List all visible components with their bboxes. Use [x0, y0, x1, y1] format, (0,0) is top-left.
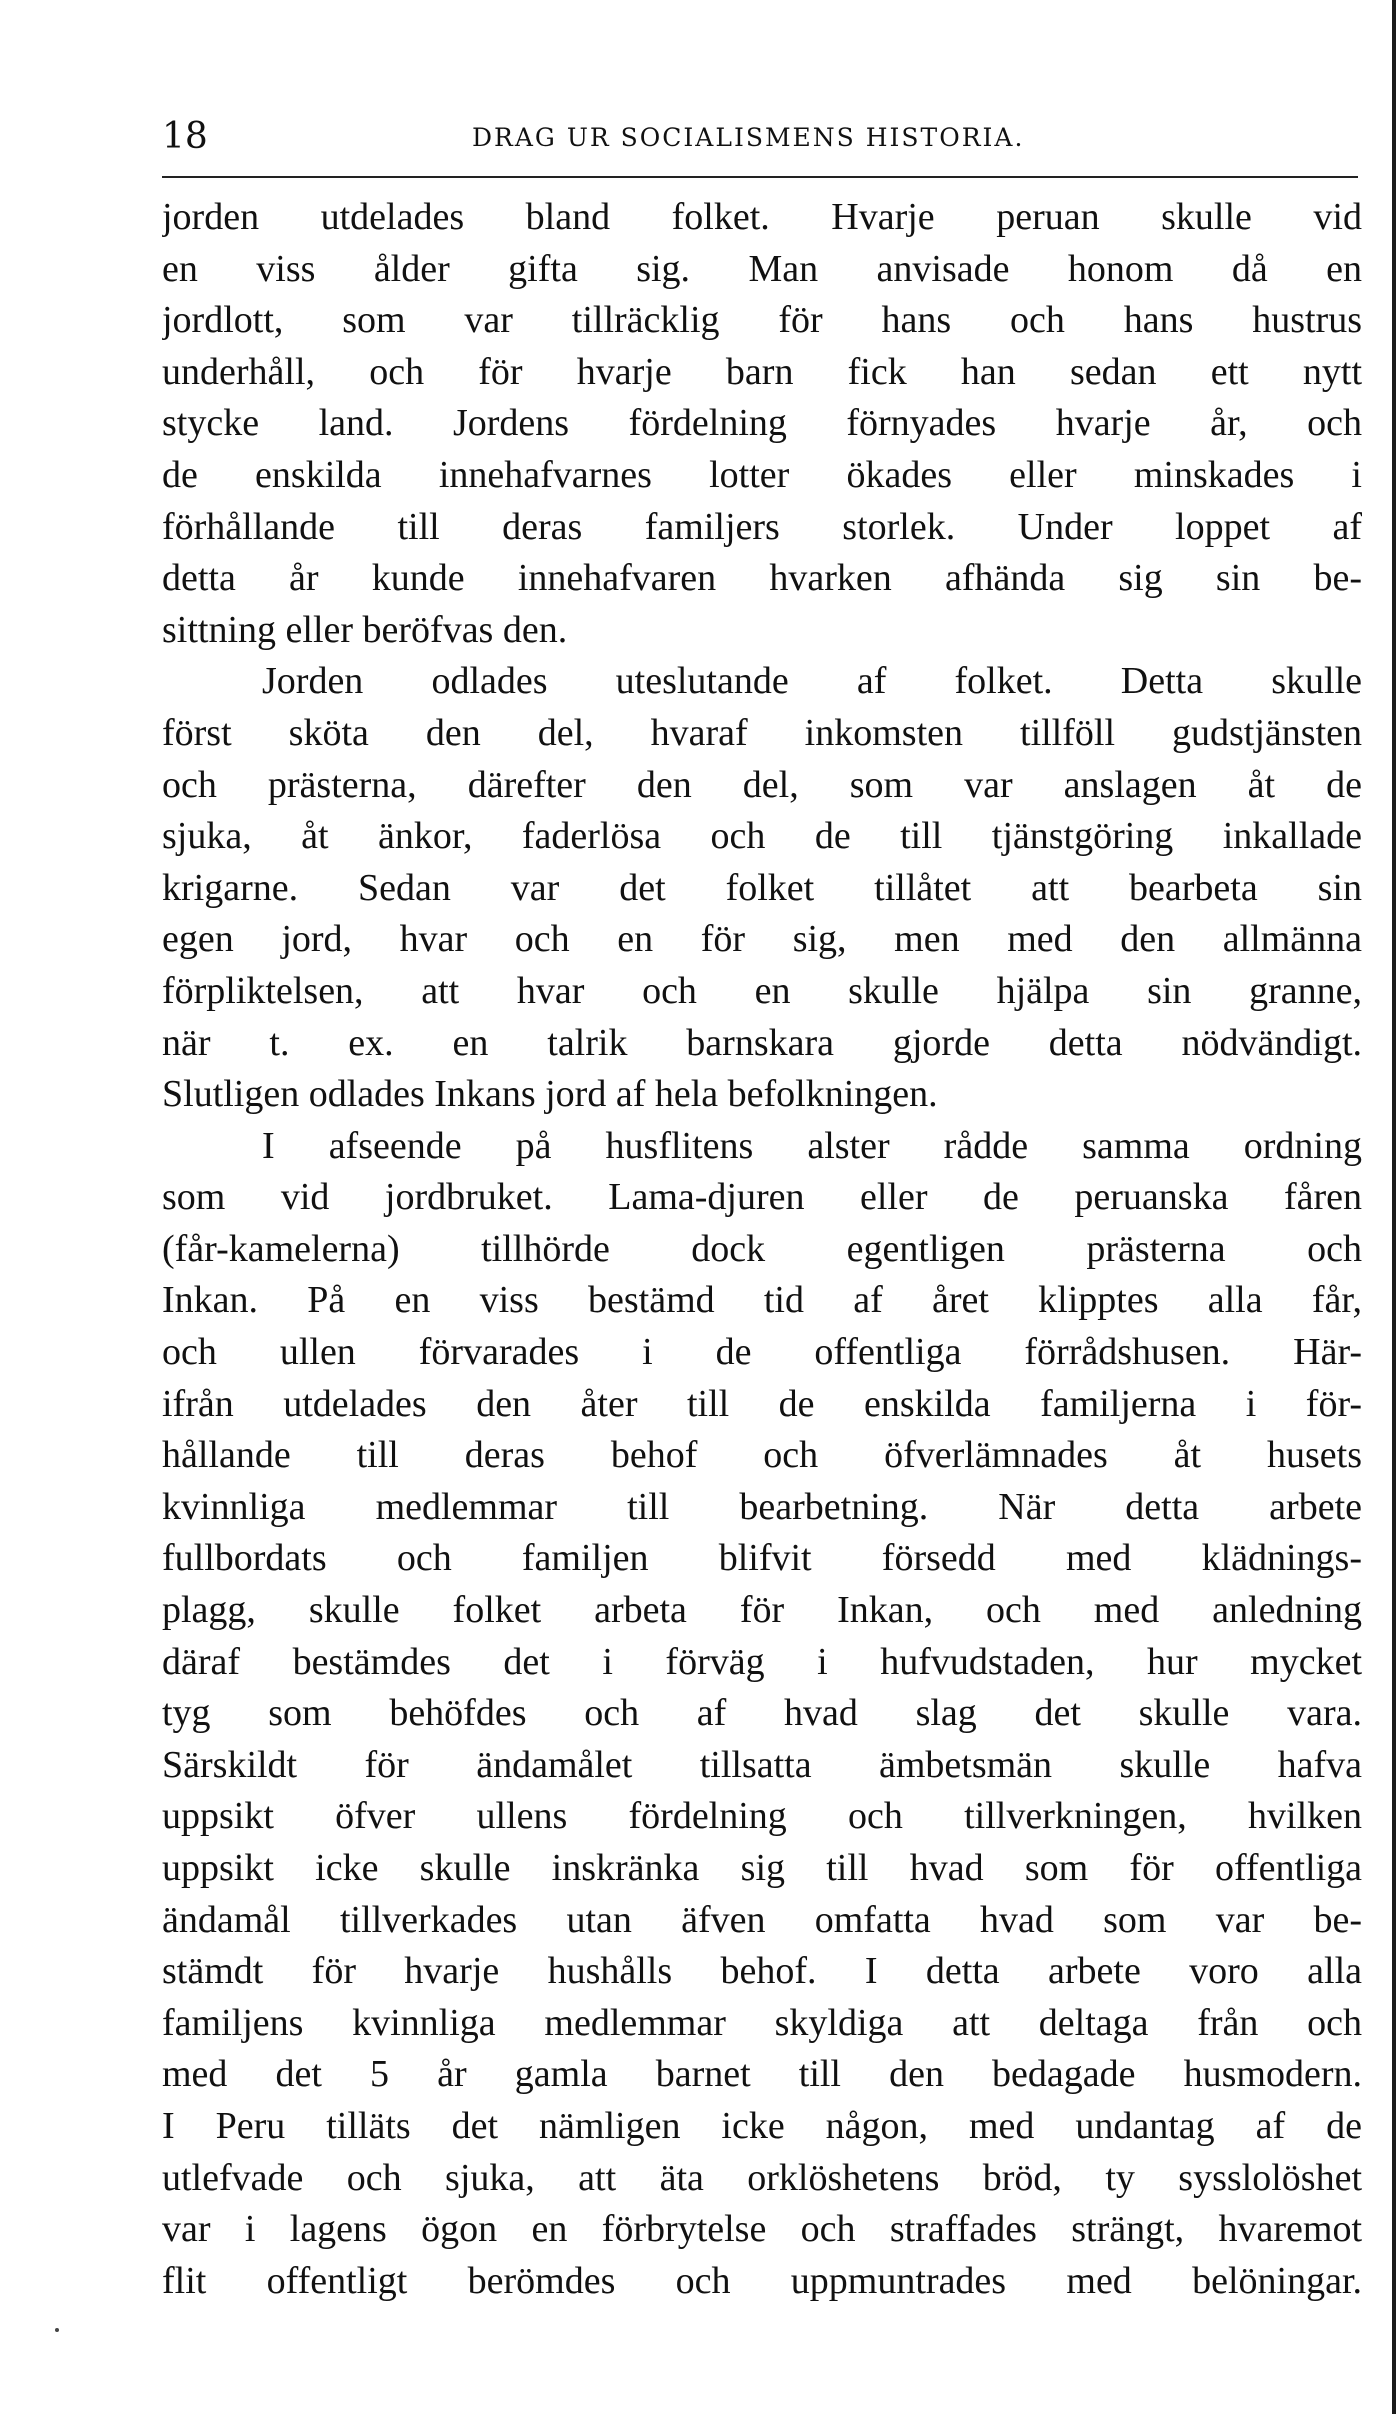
text-line: I afseende på husflitens alster rådde samma ordning — [262, 1124, 1362, 1167]
text-line: underhåll, och för hvarje barn fick han sedan ett nytt — [162, 350, 1362, 393]
text-line: stycke land. Jordens fördelning förnyades hvarje år, och — [162, 402, 1362, 445]
text-line: tyg som behöfdes och af hvad slag det skulle vara. — [162, 1692, 1362, 1735]
text-line: I Peru tilläts det nämligen icke någon, med undantag af de — [162, 2104, 1362, 2147]
page-number: 18 — [162, 116, 208, 157]
text-line: som vid jordbruket. Lama-djuren eller de peruanska fåren — [162, 1176, 1362, 1219]
text-line: ifrån utdelades den åter till de enskilda familjerna i för- — [162, 1382, 1362, 1425]
text-line: de enskilda innehafvarnes lotter ökades eller minskades i — [162, 453, 1362, 496]
page-edge-shadow — [1392, 0, 1396, 2414]
text-line: familjens kvinnliga medlemmar skyldiga att deltaga från och — [162, 2001, 1362, 2044]
text-line: stämdt för hvarje hushålls behof. I detta arbete voro alla — [162, 1950, 1362, 1993]
text-line: var i lagens ögon en förbrytelse och straffades strängt, hvaremot — [162, 2208, 1362, 2251]
text-line: uppsikt öfver ullens fördelning och tillverkningen, hvilken — [162, 1795, 1362, 1838]
text-line: och ullen förvarades i de offentliga förrådshusen. Här- — [162, 1331, 1362, 1374]
text-line: (får-kamelerna) tillhörde dock egentligen prästerna och — [162, 1227, 1362, 1270]
running-title: DRAG UR SOCIALISMENS HISTORIA. — [472, 123, 1025, 152]
text-line: och prästerna, därefter den del, som var anslagen åt de — [162, 763, 1362, 806]
text-line: uppsikt icke skulle inskränka sig till hvad som för offentliga — [162, 1847, 1362, 1889]
page-header — [162, 112, 1362, 162]
text-line: flit offentligt berömdes och uppmuntrades med belöningar. — [162, 2259, 1362, 2302]
text-line: fullbordats och familjen blifvit försedd med klädnings- — [162, 1537, 1362, 1580]
text-line: kvinnliga medlemmar till bearbetning. När detta arbete — [162, 1485, 1362, 1528]
text-line: Särskildt för ändamålet tillsatta ämbetsmän skulle hafva — [162, 1743, 1362, 1786]
text-line: utlefvade och sjuka, att äta orklöshetens bröd, ty sysslolöshet — [162, 2156, 1362, 2199]
text-line: sjuka, åt änkor, faderlösa och de till tjänstgöring inkallade — [162, 815, 1362, 858]
text-line: förhållande till deras familjers storlek. Under loppet af — [162, 505, 1362, 548]
body-text — [162, 192, 1362, 2307]
text-line: sittning eller beröfvas den. — [162, 608, 568, 651]
text-line: krigarne. Sedan var det folket tillåtet att bearbeta sin — [162, 866, 1362, 909]
text-line: förpliktelsen, att hvar och en skulle hjälpa sin granne, — [162, 969, 1362, 1012]
text-line: Slutligen odlades Inkans jord af hela befolkningen. — [162, 1073, 938, 1116]
text-line: jordlott, som var tillräcklig för hans och hans hustrus — [162, 299, 1362, 342]
text-line: först sköta den del, hvaraf inkomsten tillföll gudstjänsten — [162, 711, 1362, 754]
text-line: med det 5 år gamla barnet till den bedagade husmodern. — [162, 2053, 1362, 2096]
text-line: Jorden odlades uteslutande af folket. Detta skulle — [262, 660, 1362, 703]
text-line: hållande till deras behof och öfverlämnades åt husets — [162, 1434, 1362, 1477]
text-line: jorden utdelades bland folket. Hvarje peruan skulle vid — [162, 196, 1362, 238]
text-line: när t. ex. en talrik barnskara gjorde detta nödvändigt. — [162, 1021, 1362, 1064]
text-line: egen jord, hvar och en för sig, men med den allmänna — [162, 918, 1362, 961]
text-line: Inkan. På en viss bestämd tid af året klipptes alla får, — [162, 1279, 1362, 1322]
text-line: detta år kunde innehafvaren hvarken afhända sig sin be- — [162, 557, 1362, 600]
text-line: ändamål tillverkades utan äfven omfatta hvad som var be- — [162, 1898, 1362, 1941]
paper-speck — [55, 2328, 59, 2332]
text-line: plagg, skulle folket arbeta för Inkan, och med anledning — [162, 1589, 1362, 1632]
text-line: däraf bestämdes det i förväg i hufvudstaden, hur mycket — [162, 1640, 1362, 1683]
header-rule — [162, 176, 1358, 178]
text-line: en viss ålder gifta sig. Man anvisade honom då en — [162, 247, 1362, 290]
